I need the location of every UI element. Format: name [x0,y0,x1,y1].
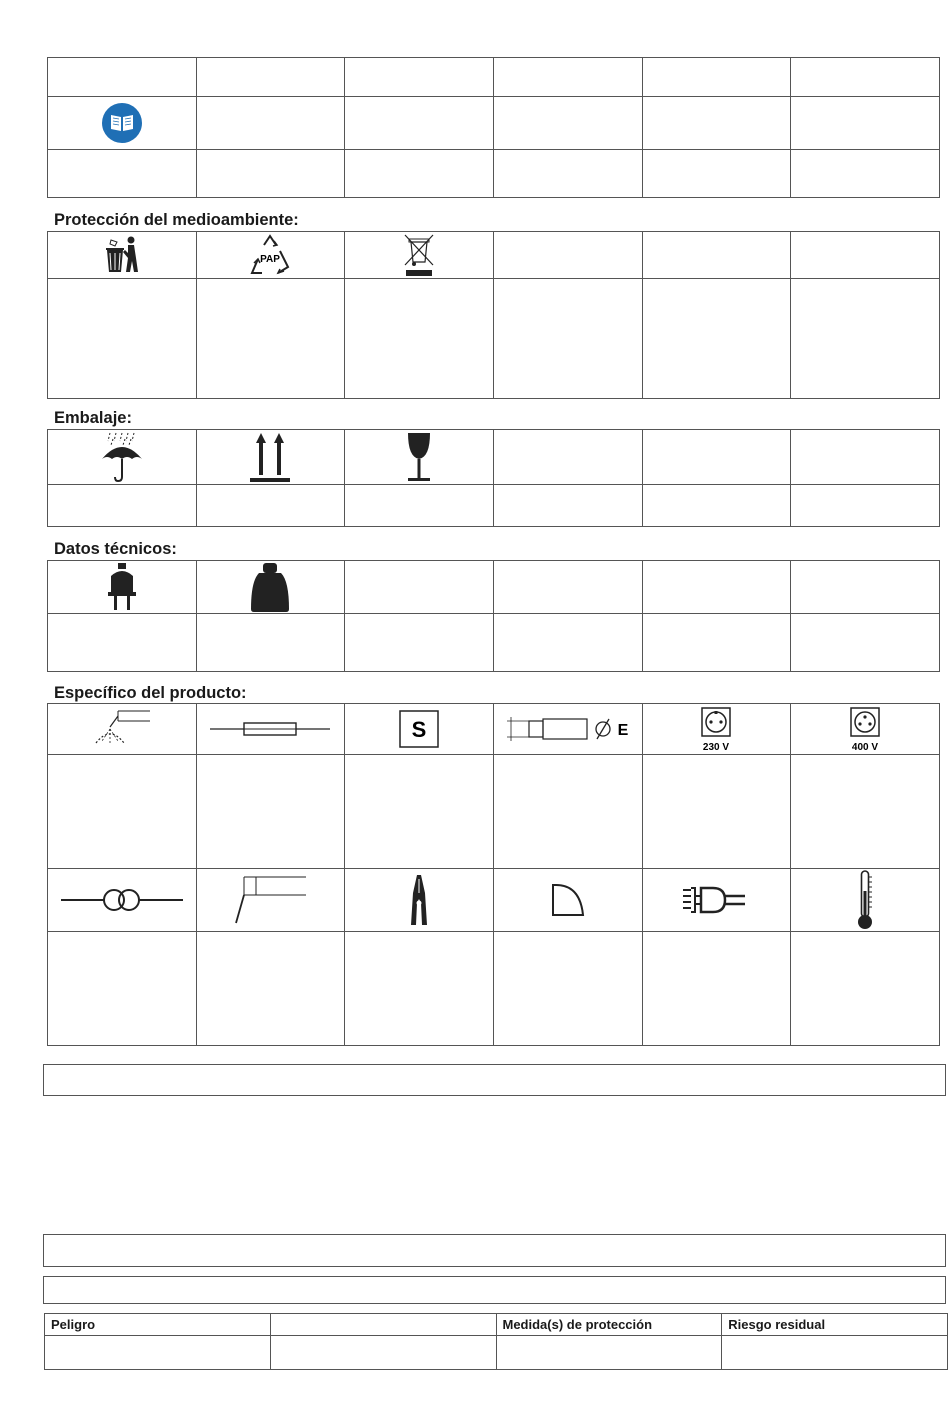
product-table [47,703,940,1046]
environment-table [47,231,940,399]
read-manual-icon [101,102,143,144]
thermometer-icon [855,869,875,931]
fragile-icon [404,431,434,483]
transformer-icon [59,885,185,915]
keep-dry-icon [100,431,144,483]
ground-clamp-icon [407,873,431,927]
section-title-product: Específico del producto: [54,684,247,702]
torch-icon [232,875,308,925]
empty-box-3 [43,1276,946,1304]
duty-cycle-icon [550,883,586,917]
crossed-out-bin-icon [401,232,437,278]
section-title-environment: Protección del medioambiente: [54,211,299,229]
socket-400v-icon [843,706,887,752]
socket-400-label: 400 V [852,742,879,752]
hazard-col-danger: Peligro [45,1314,271,1336]
s-symbol-icon [399,710,439,748]
pap-label: PAP [260,254,281,265]
weight-icon [249,561,291,613]
welding-torch-icon [90,709,154,749]
empty-box-1 [43,1064,946,1096]
this-way-up-icon [248,431,292,483]
section-title-technical: Datos técnicos: [54,540,177,558]
paper-recycling-icon [244,233,296,277]
diameter-label: E [617,722,629,739]
general-symbols-table [47,57,940,198]
mains-plug-icon [681,884,751,916]
litter-bin-icon [101,234,143,276]
section-title-packaging: Embalaje: [54,409,132,427]
socket-230-label: 230 V [703,742,730,752]
hazard-col-2 [270,1314,496,1336]
plug-icon [105,562,139,612]
socket-230v-icon [694,706,738,752]
hazard-col-measures: Medida(s) de protección [496,1314,722,1336]
hazard-table [44,1313,948,1370]
hazard-col-residual-risk: Riesgo residual [722,1314,948,1336]
fuse-icon [208,717,332,741]
s-label: S [411,717,427,742]
packaging-table [47,429,940,527]
electrode-diameter-icon [503,709,633,749]
technical-table [47,560,940,672]
empty-box-2 [43,1234,946,1267]
